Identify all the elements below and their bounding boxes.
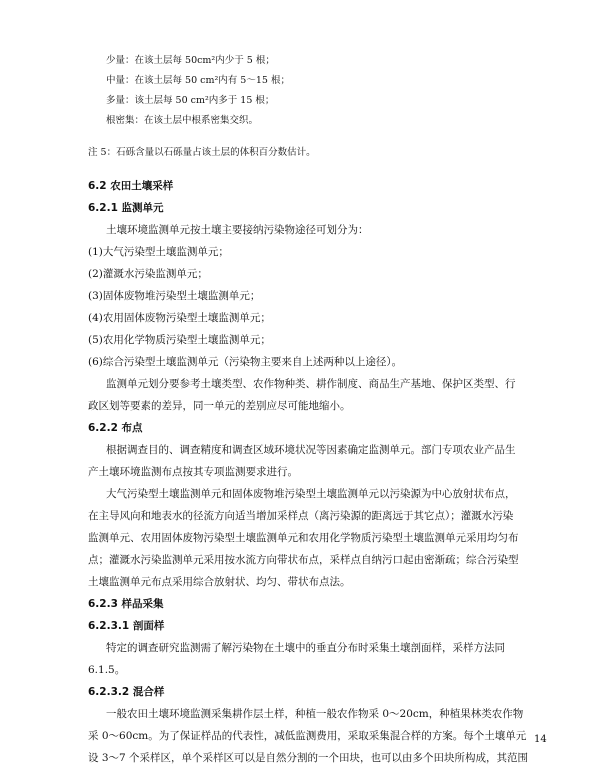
list-item: (1)大气污染型土壤监测单元；: [88, 246, 229, 258]
root-density-few: 少量：在该土层每 50cm²内少于 5 根；: [106, 55, 275, 66]
monitoring-unit-intro: 土壤环境监测单元按土壤主要接纳污染物途径可划分为：: [106, 224, 369, 236]
paragraph-line: 根据调查目的、调查精度和调查区域环境状况等因素确定监测单元。部门专项农业产品生: [106, 444, 516, 456]
paragraph-line: 大气污染型土壤监测单元和固体废物堆污染型土壤监测单元以污染源为中心放射状布点，: [106, 488, 516, 500]
page-number: 14: [534, 734, 547, 745]
root-density-dense: 根密集：在该土层中根系密集交织。: [106, 115, 259, 126]
list-item: (6)综合污染型土壤监测单元（污染物主要来自上述两种以上途径）。: [88, 356, 403, 368]
root-density-medium: 中量：在该土层每 50 cm²内有 5～15 根；: [106, 75, 290, 86]
list-item: (5)农用化学物质污染型土壤监测单元；: [88, 334, 271, 346]
paragraph-line: 设 3～7 个采样区，单个采样区可以是自然分割的一个田块，也可以由多个田块所构成，其范围: [88, 752, 529, 764]
paragraph-line: 监测单元划分要参考土壤类型、农作物种类、耕作制度、商品生产基地、保护区类型、行: [106, 378, 516, 390]
paragraph-line: 在主导风向和地表水的径流方向适当增加采样点（离污染源的距离远于其它点）；灌溉水污染: [88, 510, 514, 522]
paragraph-line: 一般农田土壤环境监测采集耕作层土样，种植一般农作物采 0～20cm，种植果林类农作物: [106, 708, 524, 720]
paragraph-line: 政区划等要素的差异，同一单元的差别应尽可能地缩小。: [88, 400, 351, 412]
section-6-2-3-title: 6.2.3 样品采集: [88, 598, 164, 610]
section-6-2-2-title: 6.2.2 布点: [88, 422, 143, 434]
root-density-many: 多量：该土层每 50 cm²内多于 15 根；: [106, 95, 275, 106]
paragraph-line: 特定的调查研究监测需了解污染物在土壤中的垂直分布时采集土壤剖面样，采样方法同: [106, 642, 505, 654]
list-item: (2)灌溉水污染监测单元；: [88, 268, 208, 280]
list-item: (4)农用固体废物污染型土壤监测单元；: [88, 312, 271, 324]
note-5: 注 5：石砾含量以石砾量占该土层的体积百分数估计。: [88, 147, 316, 158]
section-6-2-3-2-title: 6.2.3.2 混合样: [88, 686, 165, 698]
paragraph-line: 采 0～60cm。为了保证样品的代表性，减低监测费用，采取采集混合样的方案。每个土壤单元: [88, 730, 527, 742]
section-6-2-title: 6.2 农田土壤采样: [88, 180, 174, 192]
paragraph-line: 点；灌溉水污染监测单元采用按水流方向带状布点，采样点自纳污口起由密渐疏；综合污染型: [88, 554, 519, 566]
section-6-2-3-1-title: 6.2.3.1 剖面样: [88, 620, 165, 632]
paragraph-line: 监测单元、农用固体废物污染型土壤监测单元和农用化学物质污染型土壤监测单元采用均匀布: [88, 532, 519, 544]
list-item: (3)固体废物堆污染型土壤监测单元；: [88, 290, 261, 302]
paragraph-line: 产土壤环境监测布点按其专项监测要求进行。: [88, 466, 298, 478]
section-6-2-1-title: 6.2.1 监测单元: [88, 202, 164, 214]
paragraph-line: 6.1.5。: [88, 664, 126, 676]
paragraph-line: 土壤监测单元布点采用综合放射状、均匀、带状布点法。: [88, 576, 351, 588]
